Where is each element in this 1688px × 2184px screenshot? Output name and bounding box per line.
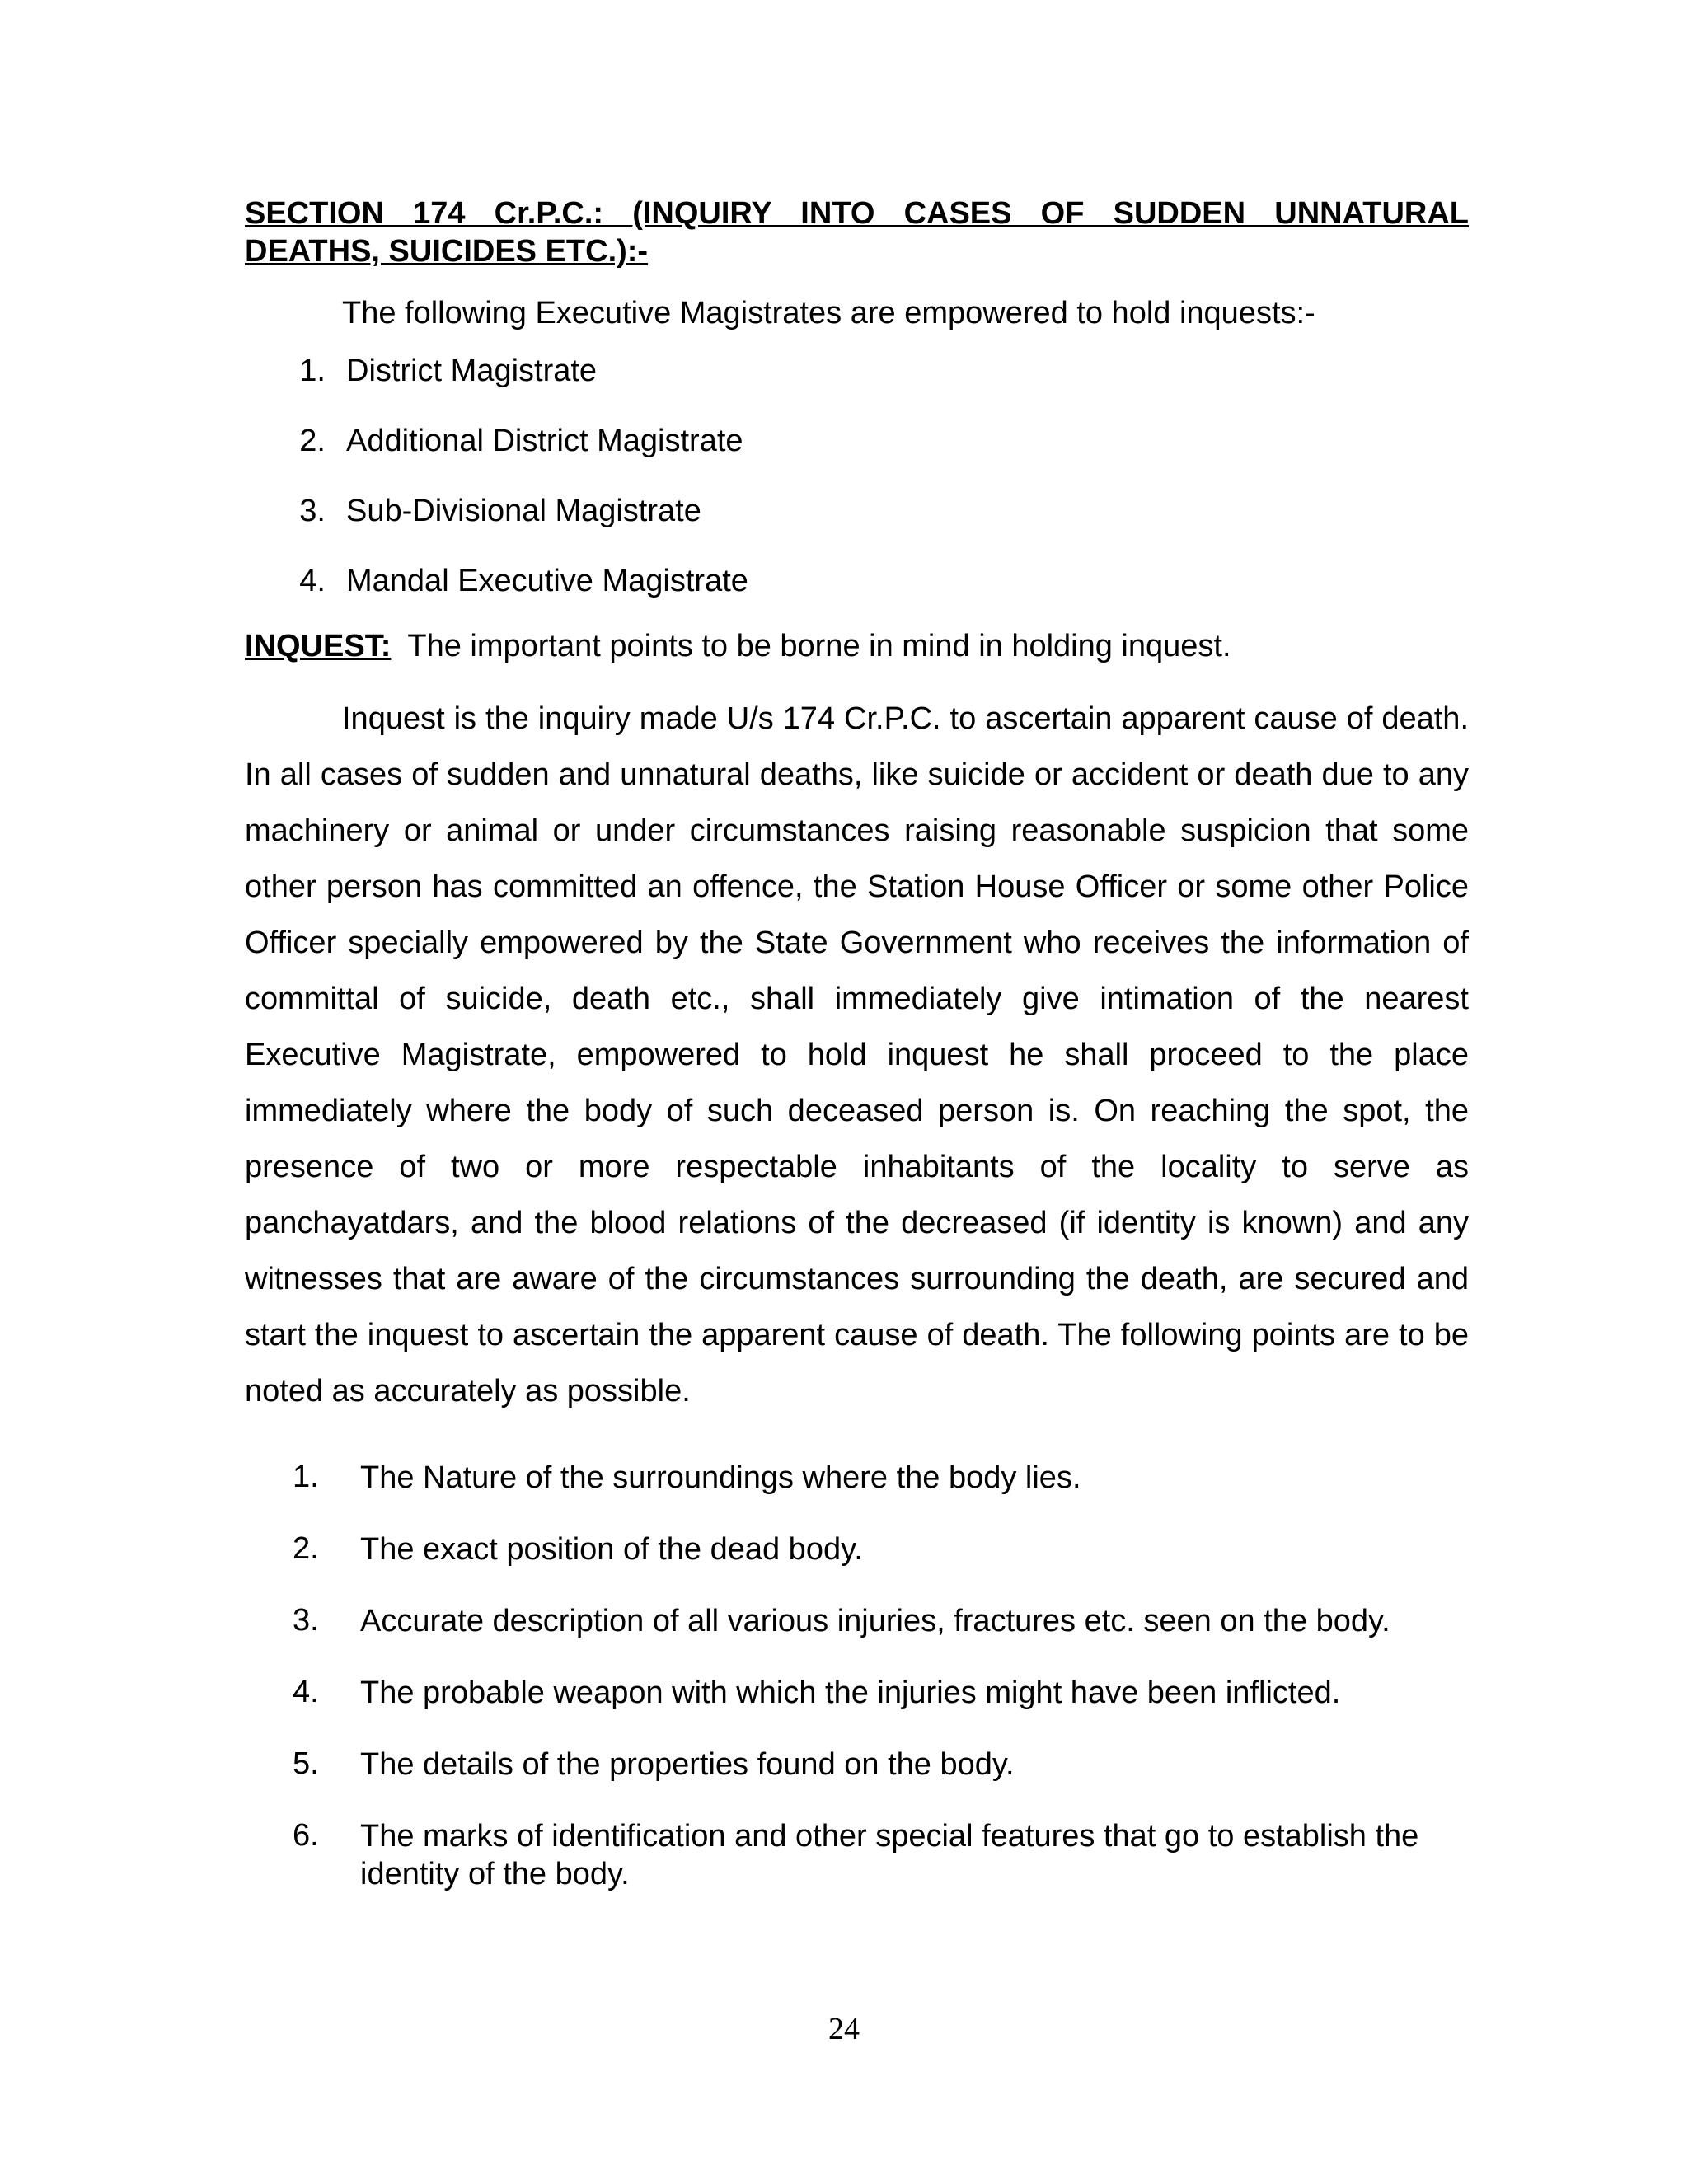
- list-item-number: 3.: [293, 1603, 319, 1638]
- list-item-number: 3.: [299, 494, 326, 528]
- list-item: [245, 1459, 1469, 1497]
- section-heading-line-1: SECTION 174 Cr.P.C.: (INQUIRY INTO CASES OF SUDDEN UNNATURAL: [245, 196, 1469, 231]
- section-heading-line-2: DEATHS, SUICIDES ETC.):-: [245, 234, 649, 269]
- list-item-number: 5.: [293, 1746, 319, 1781]
- list-item-text: Sub-Divisional Magistrate: [346, 494, 701, 528]
- inquest-text: The important points to be borne in mind in holding inquest.: [407, 629, 1231, 663]
- inquest-line: [245, 628, 1469, 664]
- list-item-number: 1.: [299, 354, 326, 388]
- list-item: [245, 353, 1469, 389]
- list-item-text: Mandal Executive Magistrate: [346, 564, 748, 598]
- list-item: [245, 1674, 1469, 1712]
- list-item-text: Additional District Magistrate: [346, 424, 743, 458]
- list-item-text: The exact position of the dead body.: [360, 1532, 863, 1567]
- intro-text: The following Executive Magistrates are empowered to hold inquests:-: [342, 296, 1315, 330]
- list-item-text: The details of the properties found on the body.: [360, 1747, 1015, 1782]
- list-item-text: The probable weapon with which the injuries might have been inflicted.: [360, 1675, 1341, 1710]
- list-item-number: 4.: [293, 1675, 319, 1709]
- list-item: [245, 493, 1469, 529]
- list-item: [245, 1746, 1469, 1783]
- page-number: 24: [828, 2012, 860, 2046]
- page-content: [245, 194, 1469, 1893]
- list-item: [245, 1530, 1469, 1568]
- list-item-number: 2.: [299, 424, 326, 458]
- list-item-number: 6.: [293, 1818, 319, 1853]
- list-item-text: Accurate description of all various injuries, fractures etc. seen on the body.: [360, 1604, 1390, 1638]
- section-heading: [245, 194, 1469, 270]
- list-item: [245, 423, 1469, 459]
- list-item: [245, 1817, 1469, 1893]
- list-item-text: The marks of identification and other special features that go to establish the identity of the body.: [360, 1819, 1419, 1891]
- inquest-paragraph: Inquest is the inquiry made U/s 174 Cr.P.C. to ascertain apparent cause of death. In all cases of sudden and unnatural deaths, like suicide or accident or death due to any machinery or animal or under circumstances raising reasonable suspicion that some other person has committed an offence, the Station House Officer or some other Police Officer specially empowered by the State Government who receives the information of committal of suicide, death etc., shall immediately give intimation of the nearest Executive Magistrate, empowered to hold inquest he shall proceed to the place immediately where the body of such deceased person is. On reaching the spot, the presence of two or more respectable inhabitants of the locality to serve as panchayatdars, and the blood relations of the decreased (if identity is known) and any witnesses that are aware of the circumstances surrounding the death, are secured and start the inquest to ascertain the apparent cause of death. The following points are to be noted as accurately as possible.: [245, 701, 1469, 1408]
- list-item-number: 4.: [299, 564, 326, 598]
- list-item-text: District Magistrate: [346, 354, 598, 388]
- inquest-points-list: [245, 1459, 1469, 1893]
- list-item-number: 2.: [293, 1531, 319, 1566]
- list-item: [245, 563, 1469, 599]
- list-item: [245, 1602, 1469, 1640]
- magistrate-list: [245, 353, 1469, 599]
- list-item-text: The Nature of the surroundings where the body lies.: [360, 1460, 1081, 1495]
- inquest-label: INQUEST:: [245, 629, 392, 663]
- list-item-number: 1.: [293, 1460, 319, 1494]
